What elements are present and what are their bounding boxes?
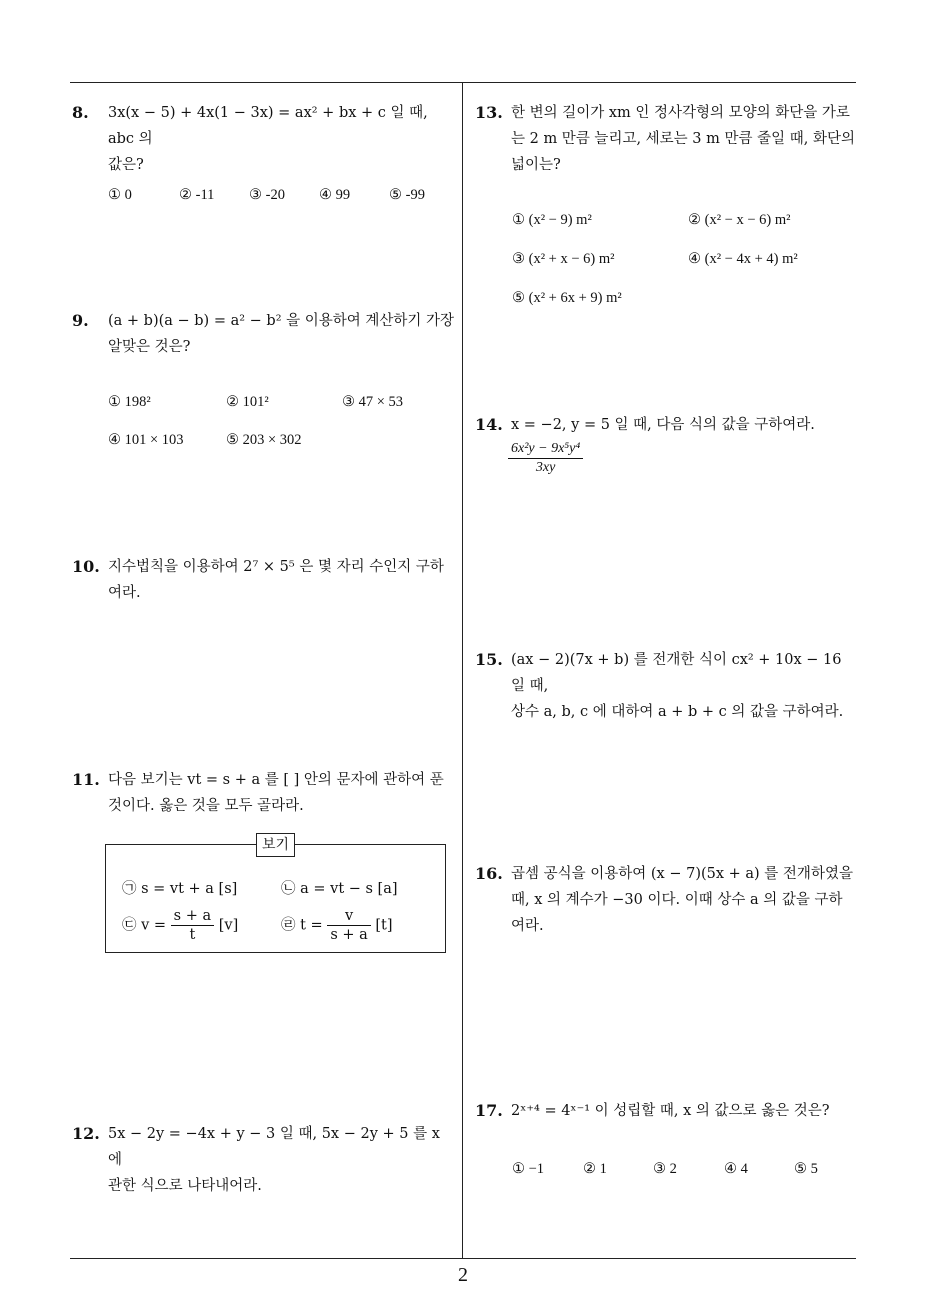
choice[interactable]: ③ (x² + x − 6) m² [512, 251, 615, 267]
fraction-numerator: 6x²y − 9x⁵y⁴ [508, 440, 583, 459]
choice[interactable]: ① (x² − 9) m² [512, 212, 592, 228]
bogi-item-tail: [v] [218, 917, 239, 934]
fraction-numerator: v [327, 907, 370, 926]
top-rule [70, 82, 856, 83]
choice[interactable]: ③ 2 [653, 1161, 677, 1177]
bogi-item-label: ㉣ t = [281, 917, 323, 934]
question-number: 9. [72, 311, 89, 330]
question-number: 11. [72, 770, 100, 789]
choice[interactable]: ⑤ 203 × 302 [226, 432, 302, 448]
choice[interactable]: ④ 101 × 103 [108, 432, 184, 448]
choice[interactable]: ② 101² [226, 394, 269, 410]
choice[interactable]: ② -11 [179, 187, 215, 203]
bogi-item: ㉡ a = vt − s [a] [281, 881, 398, 897]
question-line: (a + b)(a − b) = a² − b² 을 이용하여 계산하기 가장 [108, 313, 455, 329]
choice[interactable]: ① −1 [512, 1161, 545, 1177]
choice[interactable]: ① 0 [108, 187, 132, 203]
page-number: 2 [458, 1264, 468, 1286]
question-line: 것이다. 옳은 것을 모두 골라라. [108, 798, 304, 814]
question-number: 8. [72, 103, 89, 122]
question-line: 넓이는? [511, 157, 561, 173]
question-number: 16. [475, 864, 503, 883]
question-number: 13. [475, 103, 503, 122]
question-15 [475, 647, 859, 725]
question-16 [475, 861, 859, 939]
fraction-denominator: t [189, 927, 196, 943]
question-line: 2ˣ⁺⁴ = 4ˣ⁻¹ 이 성립할 때, x 의 값으로 옳은 것은? [511, 1103, 830, 1119]
fraction-denominator: 3xy [535, 460, 556, 475]
bogi-item-frac [122, 907, 238, 944]
question-line: 5x − 2y = −4x + y − 3 일 때, 5x − 2y + 5 를 x 에 [108, 1126, 440, 1168]
question-line: 상수 a, b, c 에 대하여 a + b + c 의 값을 구하여라. [511, 704, 844, 720]
question-11 [72, 767, 456, 819]
question-number: 15. [475, 650, 503, 669]
bogi-box [105, 837, 446, 953]
question-line: 알맞은 것은? [108, 339, 191, 355]
question-line: (ax − 2)(7x + b) 를 전개한 식이 cx² + 10x − 16 일 때, [511, 652, 842, 694]
fraction-denominator: s + a [330, 927, 368, 943]
question-line: 한 변의 길이가 xm 인 정사각형의 모양의 화단을 가로 [511, 105, 850, 121]
choice[interactable]: ① 198² [108, 394, 151, 410]
bogi-item: ㉠ s = vt + a [s] [122, 881, 238, 897]
question-number: 10. [72, 557, 100, 576]
choice[interactable]: ③ -20 [249, 187, 285, 203]
bogi-item-label: ㉢ v = [122, 917, 167, 934]
question-9 [72, 308, 456, 360]
column-divider [462, 82, 463, 1258]
question-13 [475, 100, 859, 178]
fraction [171, 907, 214, 944]
question-line: x = −2, y = 5 일 때, 다음 식의 값을 구하여라. [511, 417, 815, 433]
expression-14 [508, 440, 583, 477]
choice[interactable]: ② 1 [583, 1161, 607, 1177]
question-line: 관한 식으로 나타내어라. [108, 1178, 262, 1194]
bogi-item-frac [281, 907, 393, 944]
question-line: 여라. [511, 918, 544, 934]
choice[interactable]: ④ 4 [724, 1161, 748, 1177]
question-14 [475, 412, 859, 438]
question-line: 지수법칙을 이용하여 2⁷ × 5⁵ 은 몇 자리 수인지 구하 [108, 559, 444, 575]
question-line: 여라. [108, 585, 141, 601]
choice[interactable]: ⑤ -99 [389, 187, 425, 203]
fraction [327, 907, 370, 944]
choice[interactable]: ④ 99 [319, 187, 351, 203]
question-8 [72, 100, 456, 178]
question-line: 때, x 의 계수가 −30 이다. 이때 상수 a 의 값을 구하 [511, 892, 843, 908]
question-17 [475, 1098, 859, 1124]
bottom-rule [70, 1258, 856, 1259]
question-line: 는 2 m 만큼 늘리고, 세로는 3 m 만큼 줄일 때, 화단의 [511, 131, 855, 147]
choice[interactable]: ⑤ (x² + 6x + 9) m² [512, 290, 622, 306]
bogi-title: 보기 [256, 833, 295, 857]
question-number: 14. [475, 415, 503, 434]
question-10 [72, 554, 456, 606]
choice[interactable]: ⑤ 5 [794, 1161, 818, 1177]
choice[interactable]: ③ 47 × 53 [342, 394, 404, 410]
bogi-item-tail: [t] [375, 917, 393, 934]
question-number: 17. [475, 1101, 503, 1120]
question-line: 3x(x − 5) + 4x(1 − 3x) = ax² + bx + c 일 때, abc 의 [108, 105, 428, 147]
question-line: 곱셈 공식을 이용하여 (x − 7)(5x + a) 를 전개하였을 [511, 866, 853, 882]
choice[interactable]: ④ (x² − 4x + 4) m² [688, 251, 798, 267]
fraction [508, 440, 583, 477]
choice[interactable]: ② (x² − x − 6) m² [688, 212, 791, 228]
fraction-numerator: s + a [171, 907, 214, 926]
question-number: 12. [72, 1124, 100, 1143]
question-line: 값은? [108, 157, 144, 173]
question-12 [72, 1121, 456, 1199]
question-line: 다음 보기는 vt = s + a 를 [ ] 안의 문자에 관하여 푼 [108, 772, 444, 788]
